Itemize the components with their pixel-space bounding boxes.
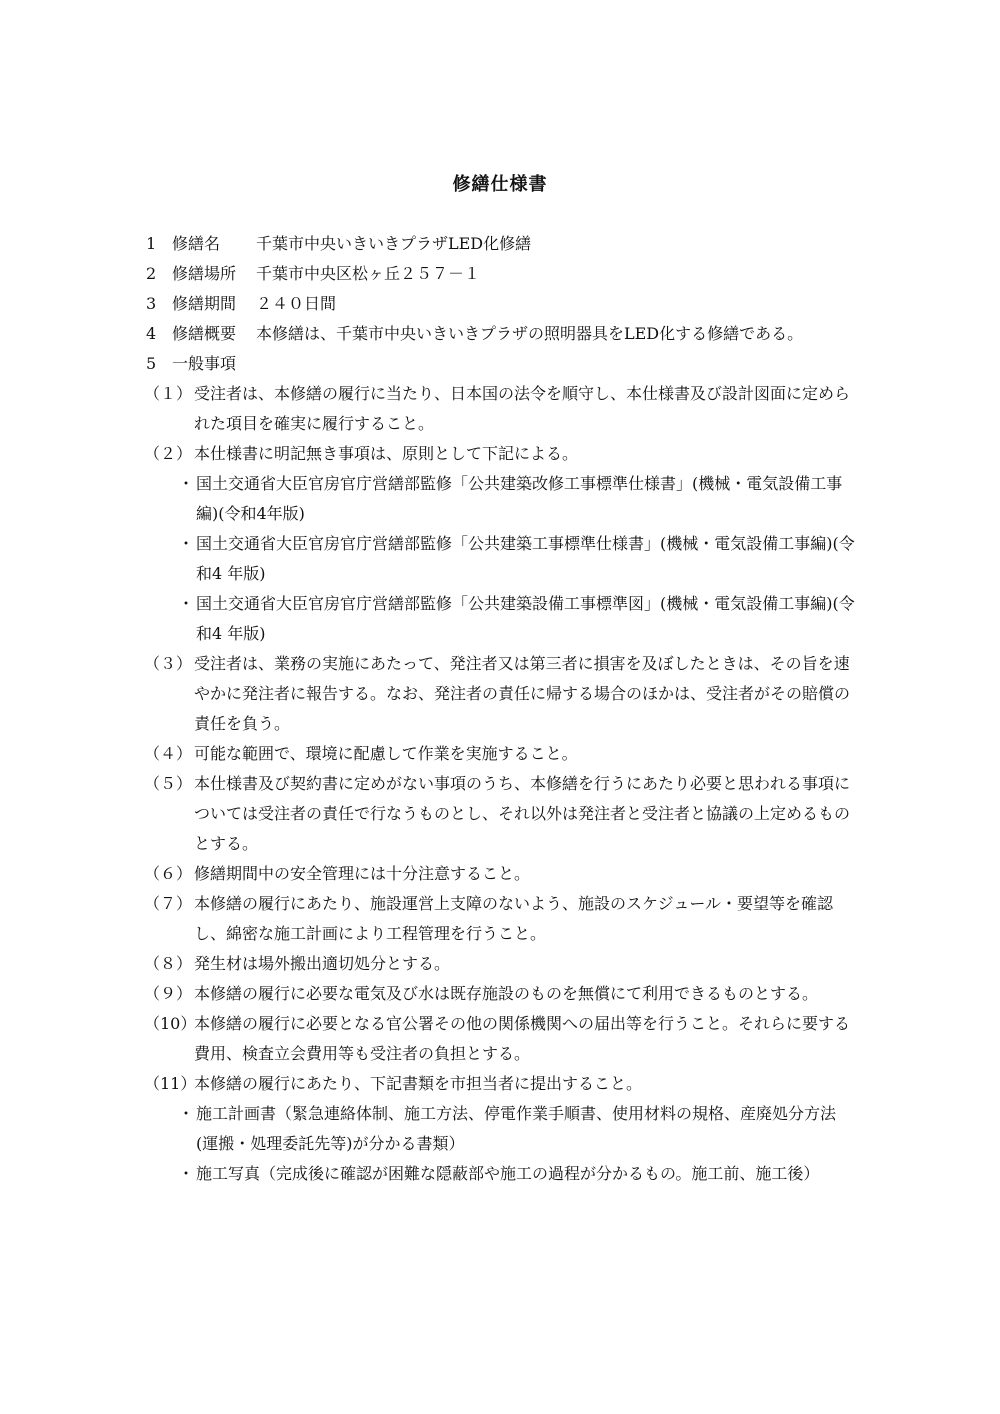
item-text: 修繕期間中の安全管理には十分注意すること。 [194,864,531,883]
general-item [146,649,858,739]
item-text: 発生材は場外搬出適切処分とする。 [194,954,451,973]
bullet-text: 施工計画書（緊急連絡体制、施工方法、停電作業手順書、使用材料の規格、産廃処分方法(運搬・処理委託先等)が分かる書類） [196,1104,837,1153]
bullet-item [146,1159,858,1189]
document-title: 修繕仕様書 [452,174,548,195]
item-number: （10） [144,1014,197,1033]
bullet-mark: ・ [178,534,195,553]
section-label: 一般事項 [172,354,237,373]
section-number: 2 [146,264,157,283]
item-number: （５） [144,774,193,793]
bullet-text: 国土交通省大臣官房官庁営繕部監修「公共建築工事標準仕様書」(機械・電気設備工事編)(令和4 年版) [196,534,855,583]
item-number: （７） [144,894,193,913]
bullet-item [146,1099,858,1159]
general-item [146,859,858,889]
item-text: 本仕様書に明記無き事項は、原則として下記による。 [194,444,579,463]
section-row [146,319,858,349]
item-text: 本修繕の履行にあたり、施設運営上支障のないよう、施設のスケジュール・要望等を確認し、綿密な施工計画により工程管理を行うこと。 [194,894,834,943]
general-item [146,439,858,469]
document-body [146,229,858,1189]
general-item [146,979,858,1009]
section-row [146,349,858,379]
section-label: 修繕場所 [172,264,237,283]
item-number: （６） [144,864,193,883]
bullet-mark: ・ [178,1164,195,1183]
item-number: （４） [144,744,193,763]
item-text: 本仕様書及び契約書に定めがない事項のうち、本修繕を行うにあたり必要と思われる事項については受注者の責任で行なうものとし、それ以外は発注者と受注者と協議の上定めるものとする。 [194,774,851,853]
bullet-mark: ・ [178,1104,195,1123]
section-number: 4 [146,324,157,343]
item-text: 本修繕の履行に必要な電気及び水は既存施設のものを無償にて利用できるものとする。 [194,984,819,1003]
general-item [146,949,858,979]
item-text: 可能な範囲で、環境に配慮して作業を実施すること。 [194,744,578,763]
section-label: 修繕期間 [172,294,237,313]
bullet-item [146,589,858,649]
item-number: （９） [144,984,193,1003]
section-value: 本修繕は、千葉市中央いきいきプラザの照明器具をLED化する修繕である。 [256,324,804,343]
section-value: ２４０日間 [256,294,337,313]
general-item [146,1069,858,1099]
bullet-mark: ・ [178,594,195,613]
bullet-text: 国土交通省大臣官房官庁営繕部監修「公共建築改修工事標準仕様書」(機械・電気設備工事編)(令和4年版) [196,474,843,523]
section-row [146,229,858,259]
item-text: 受注者は、業務の実施にあたって、発注者又は第三者に損害を及ぼしたときは、その旨を速やかに発注者に報告する。なお、発注者の責任に帰する場合のほかは、受注者がその賠償の責任を負う。 [194,654,851,733]
general-item [146,739,858,769]
item-number: （１） [144,384,193,403]
item-number: （２） [144,444,193,463]
item-text: 本修繕の履行に必要となる官公署その他の関係機関への届出等を行うこと。それらに要する費用、検査立会費用等も受注者の負担とする。 [194,1014,851,1063]
section-number: 3 [146,294,157,313]
section-value: 千葉市中央区松ヶ丘２５７－１ [256,264,481,283]
item-text: 本修繕の履行にあたり、下記書類を市担当者に提出すること。 [194,1074,643,1093]
section-row [146,259,858,289]
general-item [146,379,858,439]
bullet-text: 国土交通省大臣官房官庁営繕部監修「公共建築設備工事標準図」(機械・電気設備工事編)(令和4 年版) [196,594,855,643]
section-row [146,289,858,319]
section-number: 5 [146,354,157,373]
section-number: 1 [146,234,157,253]
bullet-item [146,469,858,529]
section-label: 修繕名 [172,234,221,253]
general-item [146,1009,858,1069]
general-item [146,889,858,949]
item-number: （８） [144,954,193,973]
item-number: （11） [144,1074,197,1093]
bullet-item [146,529,858,589]
general-item [146,769,858,859]
item-number: （３） [144,654,193,673]
section-label: 修繕概要 [172,324,237,343]
bullet-mark: ・ [178,474,195,493]
item-text: 受注者は、本修繕の履行に当たり、日本国の法令を順守し、本仕様書及び設計図面に定められた項目を確実に履行すること。 [194,384,851,433]
section-value: 千葉市中央いきいきプラザLED化修繕 [256,234,532,253]
bullet-text: 施工写真（完成後に確認が困難な隠蔽部や施工の過程が分かるもの。施工前、施工後） [196,1164,820,1183]
